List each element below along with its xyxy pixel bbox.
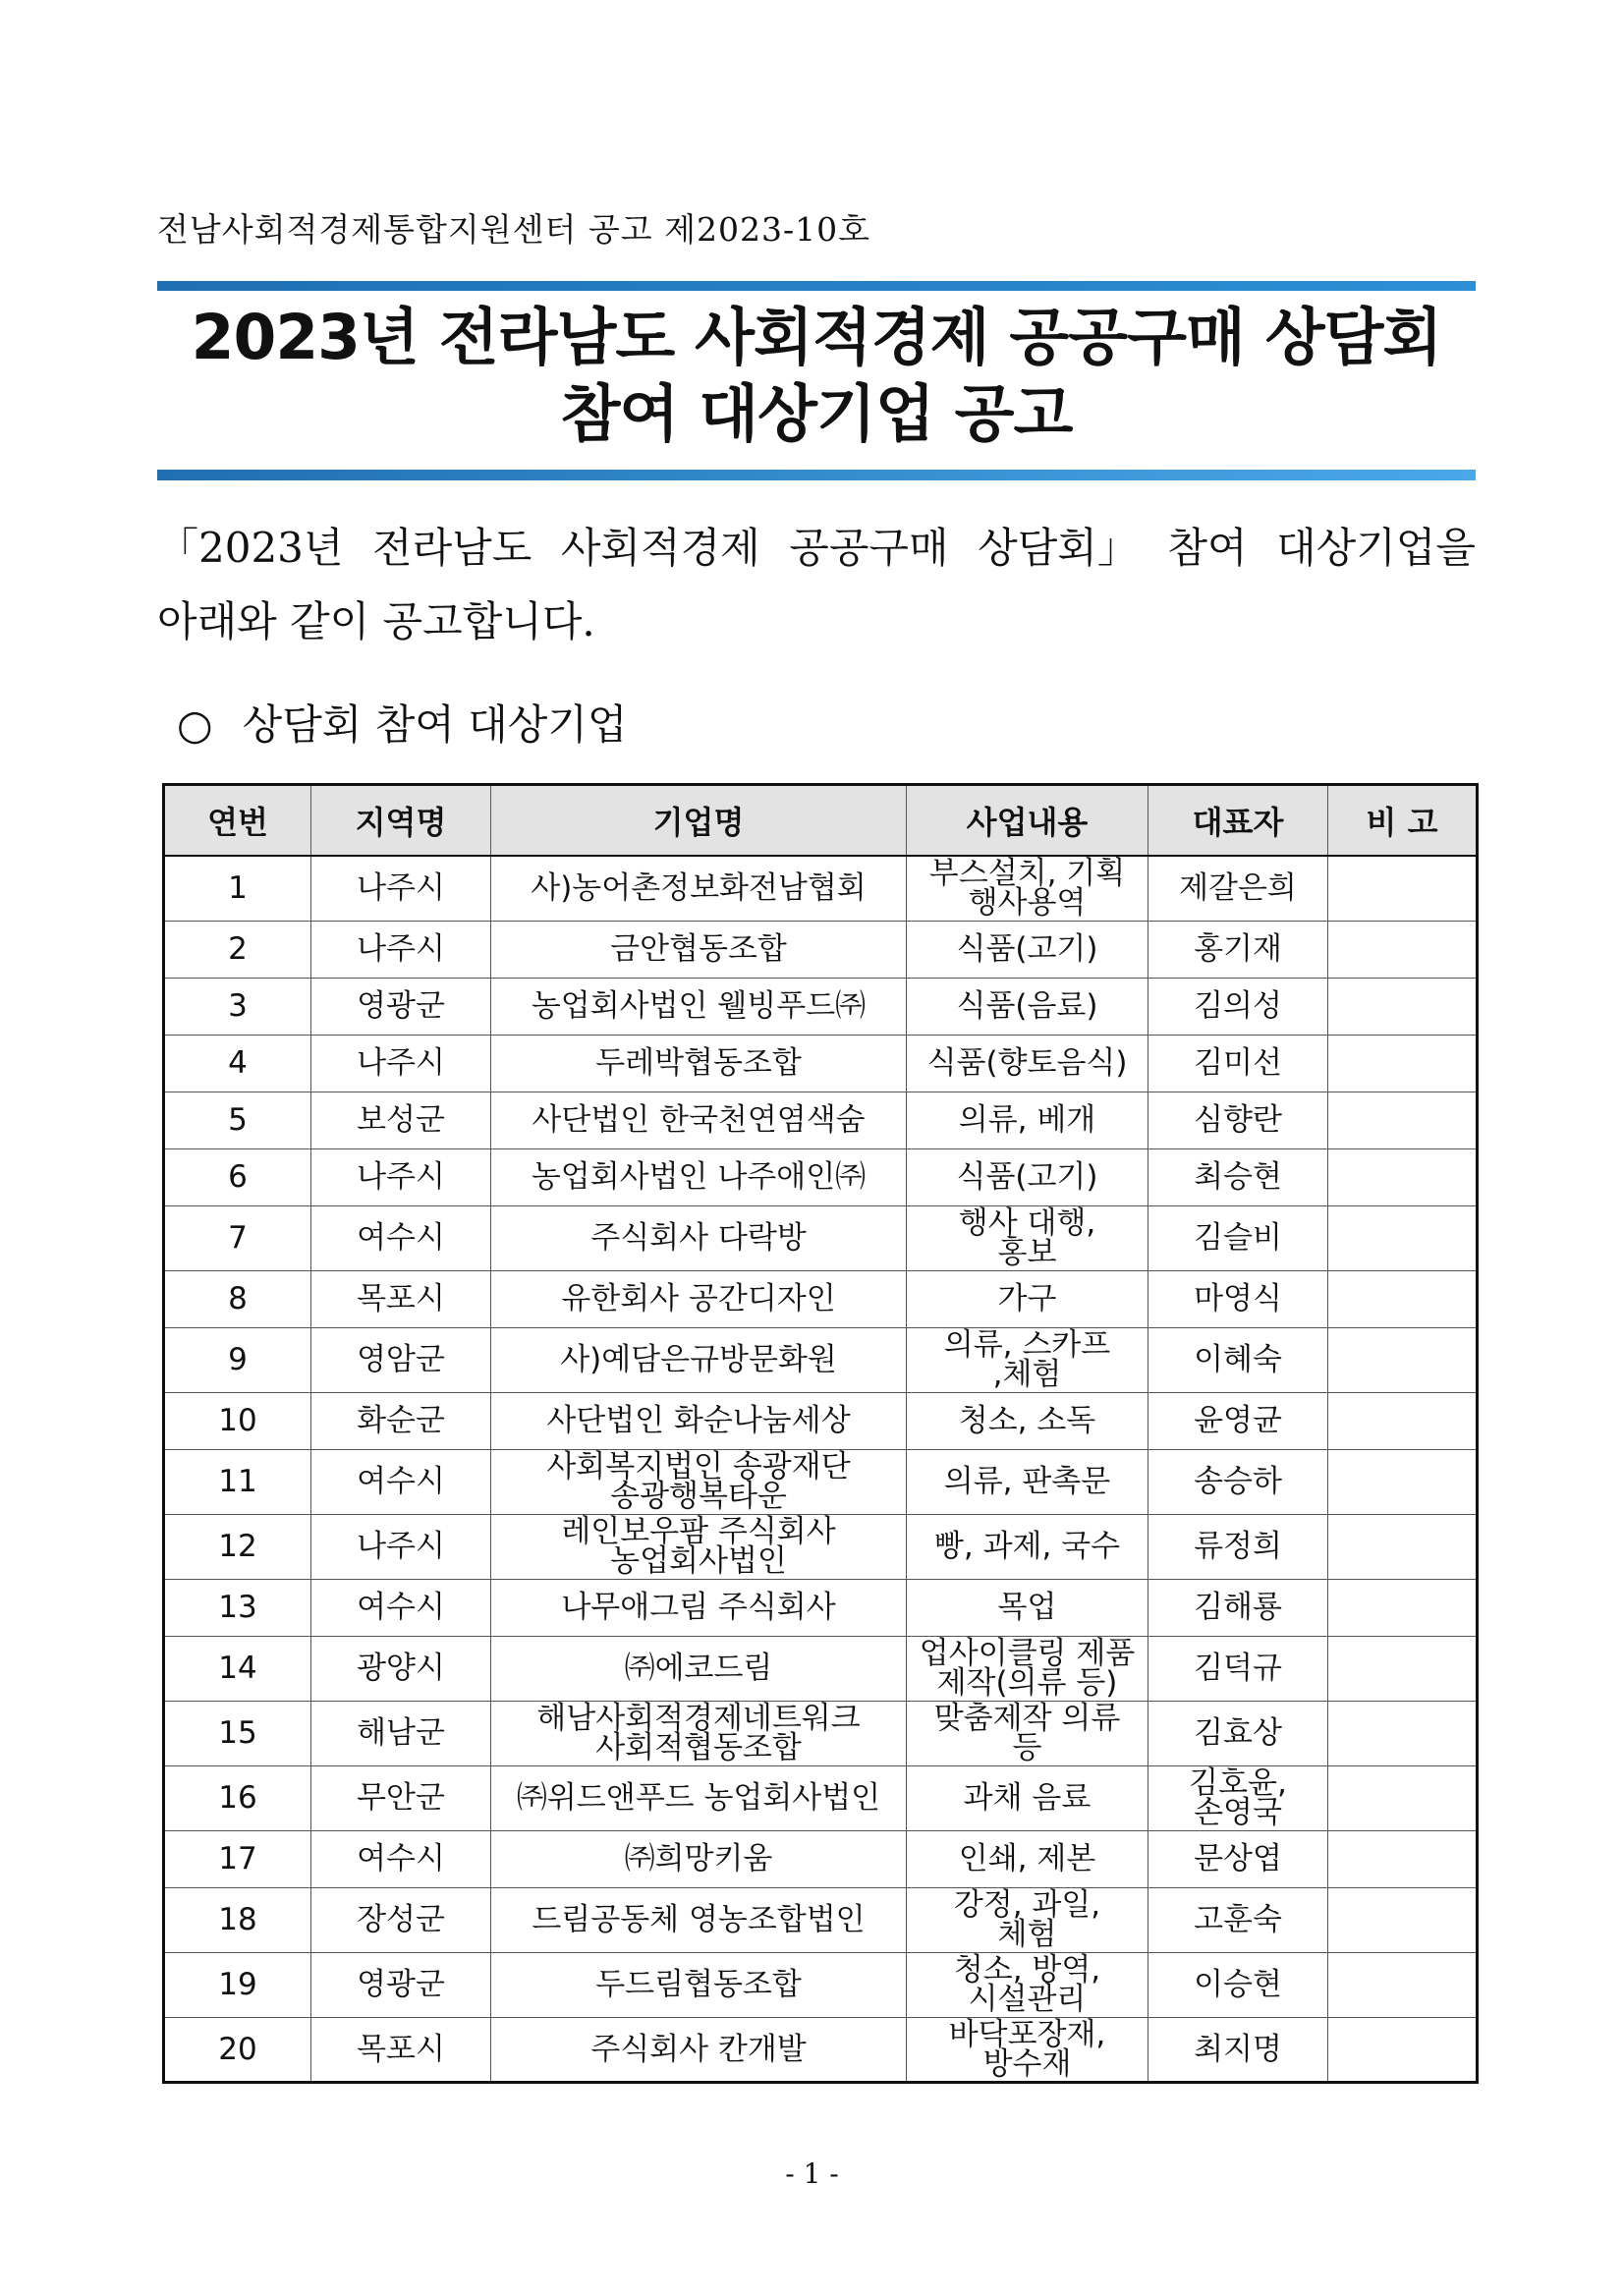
cell-region: 여수시: [311, 1205, 491, 1270]
intro-line-2: 아래와 같이 공고합니다.: [157, 597, 595, 645]
cell-business: 부스설치, 기획 행사용역: [907, 856, 1148, 921]
table-row: [164, 1830, 1478, 1887]
cell-no: 11: [164, 1449, 311, 1514]
column-header-region: 지역명: [311, 785, 491, 857]
cell-business: 인쇄, 제본: [907, 1830, 1148, 1887]
cell-note: [1328, 978, 1478, 1035]
cell-no: 2: [164, 921, 311, 978]
section-heading-text: 상담회 참여 대상기업: [242, 700, 628, 749]
column-header-no: 연번: [164, 785, 311, 857]
cell-no: 19: [164, 1952, 311, 2017]
table-row: [164, 978, 1478, 1035]
cell-note: [1328, 1449, 1478, 1514]
table-row: [164, 1392, 1478, 1449]
cell-no: 17: [164, 1830, 311, 1887]
cell-rep: 고훈숙: [1148, 1887, 1328, 1952]
cell-no: 12: [164, 1514, 311, 1579]
cell-region: 나주시: [311, 921, 491, 978]
cell-no: 8: [164, 1270, 311, 1327]
cell-rep: 김해룡: [1148, 1579, 1328, 1636]
cell-business: 의류, 베개: [907, 1092, 1148, 1148]
cell-region: 광양시: [311, 1636, 491, 1701]
cell-company: 농업회사법인 나주애인㈜: [491, 1148, 907, 1205]
intro-word: 「2023년: [157, 524, 344, 572]
table-row: [164, 1952, 1478, 2017]
table-row: [164, 1701, 1478, 1765]
cell-company: 금안협동조합: [491, 921, 907, 978]
cell-no: 20: [164, 2017, 311, 2082]
cell-business: 식품(고기): [907, 921, 1148, 978]
cell-region: 여수시: [311, 1449, 491, 1514]
cell-business: 맞춤제작 의류 등: [907, 1701, 1148, 1765]
cell-note: [1328, 1270, 1478, 1327]
cell-no: 5: [164, 1092, 311, 1148]
cell-company: 사회복지법인 송광재단 송광행복타운: [491, 1449, 907, 1514]
cell-company: 주식회사 다락방: [491, 1205, 907, 1270]
intro-word: 상담회」: [978, 524, 1139, 572]
cell-company: 농업회사법인 웰빙푸드㈜: [491, 978, 907, 1035]
cell-rep: 송승하: [1148, 1449, 1328, 1514]
table-row: [164, 1514, 1478, 1579]
table-row: [164, 1205, 1478, 1270]
cell-company: 두드림협동조합: [491, 1952, 907, 2017]
table-row: [164, 1327, 1478, 1392]
intro-word: 참여: [1167, 524, 1248, 572]
column-header-company: 기업명: [491, 785, 907, 857]
cell-no: 4: [164, 1035, 311, 1092]
cell-note: [1328, 1327, 1478, 1392]
table-row: [164, 1092, 1478, 1148]
cell-region: 영광군: [311, 978, 491, 1035]
cell-region: 여수시: [311, 1830, 491, 1887]
cell-company: 사단법인 한국천연염색숨: [491, 1092, 907, 1148]
cell-rep: 이혜숙: [1148, 1327, 1328, 1392]
document-title: [157, 300, 1476, 453]
intro-word: 대상기업을: [1276, 524, 1476, 572]
cell-region: 나주시: [311, 1035, 491, 1092]
intro-word: 전라남도: [372, 524, 532, 572]
cell-no: 13: [164, 1579, 311, 1636]
cell-rep: 홍기재: [1148, 921, 1328, 978]
cell-note: [1328, 2017, 1478, 2082]
company-table: [162, 783, 1479, 2084]
table-row: [164, 856, 1478, 921]
cell-region: 무안군: [311, 1765, 491, 1830]
cell-business: 행사 대행, 홍보: [907, 1205, 1148, 1270]
cell-no: 6: [164, 1148, 311, 1205]
cell-company: 사)예담은규방문화원: [491, 1327, 907, 1392]
page-number: - 1 -: [785, 2157, 839, 2190]
cell-no: 15: [164, 1701, 311, 1765]
cell-rep: 김슬비: [1148, 1205, 1328, 1270]
cell-no: 14: [164, 1636, 311, 1701]
cell-rep: 류정희: [1148, 1514, 1328, 1579]
cell-note: [1328, 1392, 1478, 1449]
table-row: [164, 1148, 1478, 1205]
cell-business: 식품(고기): [907, 1148, 1148, 1205]
cell-rep: 윤영균: [1148, 1392, 1328, 1449]
cell-note: [1328, 1035, 1478, 1092]
table-header-row: [164, 785, 1478, 857]
table-row: [164, 2017, 1478, 2082]
intro-paragraph: [157, 511, 1476, 658]
cell-business: 업사이클링 제품 제작(의류 등): [907, 1636, 1148, 1701]
cell-region: 해남군: [311, 1701, 491, 1765]
table-row: [164, 1636, 1478, 1701]
notice-number: 전남사회적경제통합지원센터 공고 제2023-10호: [157, 210, 871, 249]
cell-company: ㈜희망키움: [491, 1830, 907, 1887]
cell-company: 사단법인 화순나눔세상: [491, 1392, 907, 1449]
cell-note: [1328, 1092, 1478, 1148]
cell-region: 영광군: [311, 1952, 491, 2017]
cell-note: [1328, 1579, 1478, 1636]
cell-company: ㈜에코드림: [491, 1636, 907, 1701]
column-header-rep: 대표자: [1148, 785, 1328, 857]
cell-business: 의류, 스카프 ,체험: [907, 1327, 1148, 1392]
cell-no: 16: [164, 1765, 311, 1830]
cell-business: 의류, 판촉문: [907, 1449, 1148, 1514]
cell-region: 나주시: [311, 856, 491, 921]
cell-business: 청소, 방역, 시설관리: [907, 1952, 1148, 2017]
intro-word: 공공구매: [789, 524, 949, 572]
cell-note: [1328, 1514, 1478, 1579]
cell-business: 빵, 과제, 국수: [907, 1514, 1148, 1579]
cell-region: 보성군: [311, 1092, 491, 1148]
table-row: [164, 1270, 1478, 1327]
intro-word: 사회적경제: [560, 524, 760, 572]
title-bottom-rule: [157, 470, 1476, 480]
cell-note: [1328, 1887, 1478, 1952]
cell-rep: 김효상: [1148, 1701, 1328, 1765]
cell-note: [1328, 1636, 1478, 1701]
cell-no: 18: [164, 1887, 311, 1952]
circle-bullet-icon: ○: [177, 700, 213, 749]
cell-note: [1328, 1148, 1478, 1205]
cell-no: 10: [164, 1392, 311, 1449]
cell-note: [1328, 1205, 1478, 1270]
cell-note: [1328, 1765, 1478, 1830]
cell-company: 주식회사 칸개발: [491, 2017, 907, 2082]
table-row: [164, 1765, 1478, 1830]
cell-company: 해남사회적경제네트워크 사회적협동조합: [491, 1701, 907, 1765]
cell-company: 레인보우팜 주식회사 농업회사법인: [491, 1514, 907, 1579]
cell-no: 3: [164, 978, 311, 1035]
cell-region: 장성군: [311, 1887, 491, 1952]
cell-rep: 최승현: [1148, 1148, 1328, 1205]
cell-rep: 문상엽: [1148, 1830, 1328, 1887]
table-row: [164, 1887, 1478, 1952]
cell-rep: 김의성: [1148, 978, 1328, 1035]
table-row: [164, 1579, 1478, 1636]
cell-business: 식품(음료): [907, 978, 1148, 1035]
cell-no: 1: [164, 856, 311, 921]
cell-company: 유한회사 공간디자인: [491, 1270, 907, 1327]
table-row: [164, 1035, 1478, 1092]
cell-region: 나주시: [311, 1148, 491, 1205]
cell-business: 식품(향토음식): [907, 1035, 1148, 1092]
title-line-1: 2023년 전라남도 사회적경제 공공구매 상담회: [191, 302, 1442, 373]
cell-note: [1328, 856, 1478, 921]
cell-company: 나무애그림 주식회사: [491, 1579, 907, 1636]
title-top-rule: [157, 281, 1476, 291]
cell-business: 과채 음료: [907, 1765, 1148, 1830]
cell-business: 가구: [907, 1270, 1148, 1327]
cell-rep: 최지명: [1148, 2017, 1328, 2082]
title-line-2: 참여 대상기업 공고: [560, 378, 1073, 450]
cell-company: 사)농어촌정보화전남협회: [491, 856, 907, 921]
cell-region: 화순군: [311, 1392, 491, 1449]
cell-business: 목업: [907, 1579, 1148, 1636]
cell-rep: 김호윤, 손영국: [1148, 1765, 1328, 1830]
cell-note: [1328, 921, 1478, 978]
cell-rep: 김미선: [1148, 1035, 1328, 1092]
cell-rep: 심향란: [1148, 1092, 1328, 1148]
cell-rep: 마영식: [1148, 1270, 1328, 1327]
cell-rep: 김덕규: [1148, 1636, 1328, 1701]
cell-company: 드림공동체 영농조합법인: [491, 1887, 907, 1952]
cell-rep: 제갈은희: [1148, 856, 1328, 921]
cell-business: 강정, 과일, 체험: [907, 1887, 1148, 1952]
cell-region: 영암군: [311, 1327, 491, 1392]
intro-line-1: [157, 511, 1476, 585]
table-row: [164, 1449, 1478, 1514]
table-row: [164, 921, 1478, 978]
cell-company: 두레박협동조합: [491, 1035, 907, 1092]
column-header-note: 비 고: [1328, 785, 1478, 857]
cell-company: ㈜위드앤푸드 농업회사법인: [491, 1765, 907, 1830]
cell-region: 목포시: [311, 2017, 491, 2082]
cell-region: 나주시: [311, 1514, 491, 1579]
cell-region: 목포시: [311, 1270, 491, 1327]
cell-note: [1328, 1701, 1478, 1765]
column-header-business: 사업내용: [907, 785, 1148, 857]
cell-region: 여수시: [311, 1579, 491, 1636]
cell-business: 청소, 소독: [907, 1392, 1148, 1449]
cell-no: 9: [164, 1327, 311, 1392]
cell-no: 7: [164, 1205, 311, 1270]
cell-note: [1328, 1952, 1478, 2017]
cell-rep: 이승현: [1148, 1952, 1328, 2017]
cell-business: 바닥포장재, 방수재: [907, 2017, 1148, 2082]
section-heading: [177, 693, 628, 752]
cell-note: [1328, 1830, 1478, 1887]
